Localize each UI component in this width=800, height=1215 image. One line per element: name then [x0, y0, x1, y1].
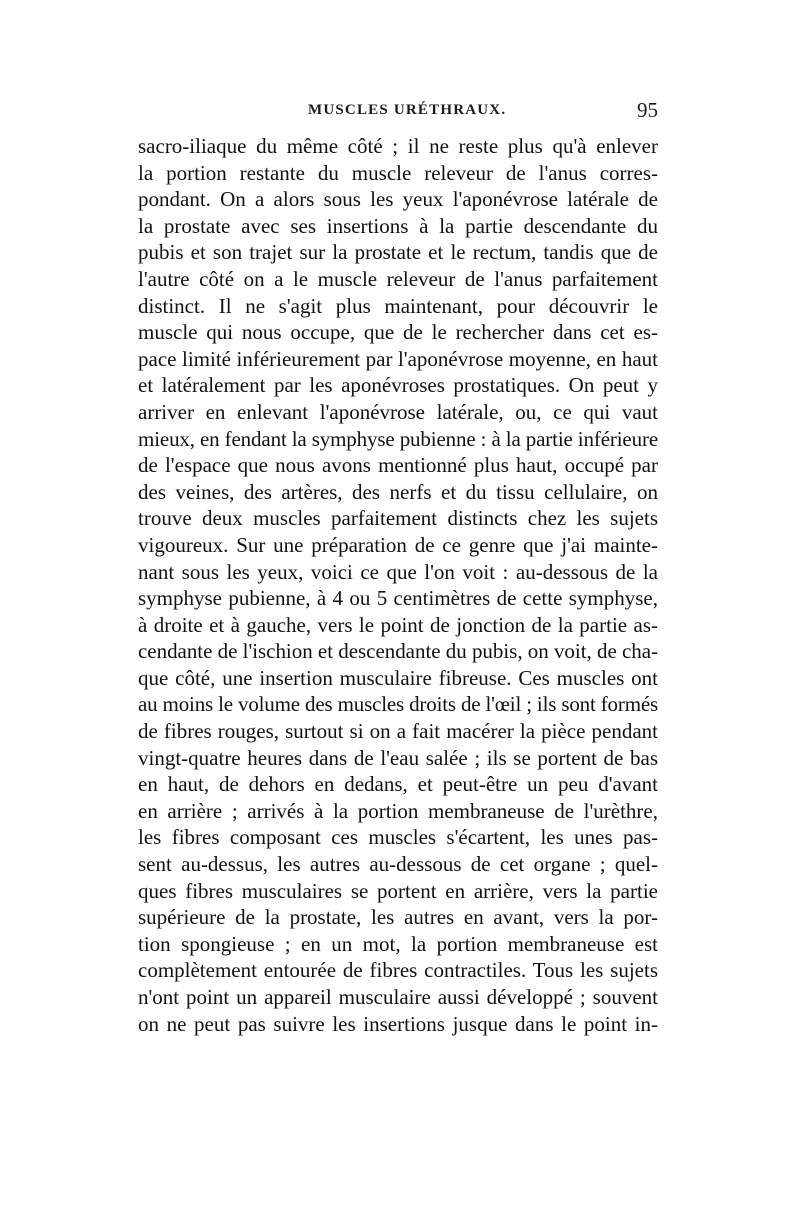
text-line: cendante de l'ischion et descendante du pubis, on voit, de cha- — [138, 639, 658, 664]
text-line: l'autre côté on a le muscle releveur de l'anus parfaitement — [138, 266, 658, 291]
text-line: et latéralement par les aponévroses prostatiques. On peut y — [138, 373, 658, 398]
text-line: de fibres rouges, surtout si on a fait macérer la pièce pendant — [138, 719, 658, 744]
text-line: distinct. Il ne s'agit plus maintenant, pour découvrir le — [138, 293, 658, 318]
text-line: pondant. On a alors sous les yeux l'aponévrose latérale de — [138, 187, 658, 212]
text-line: tion spongieuse ; en un mot, la portion membraneuse est — [138, 931, 658, 956]
text-line: au moins le volume des muscles droits de l'œil ; ils sont formés — [138, 692, 658, 717]
text-line: des veines, des artères, des nerfs et du tissu cellulaire, on — [138, 479, 658, 504]
text-line: vingt-quatre heures dans de l'eau salée ; ils se portent de bas — [138, 745, 658, 770]
text-line: sacro-iliaque du même côté ; il ne reste plus qu'à enlever — [138, 134, 658, 158]
running-title: MUSCLES URÉTHRAUX. — [308, 102, 507, 118]
text-line: nant sous les yeux, voici ce que l'on voit : au-dessous de la — [138, 559, 658, 584]
text-line: vigoureux. Sur une préparation de ce genre que j'ai mainte- — [138, 532, 658, 557]
text-line: pubis et son trajet sur la prostate et le rectum, tandis que de — [138, 240, 658, 265]
text-line: trouve deux muscles parfaitement distincts chez les sujets — [138, 506, 658, 531]
text-line: la prostate avec ses insertions à la partie descendante du — [138, 213, 658, 238]
text-line: on ne peut pas suivre les insertions jusque dans le point in- — [138, 1011, 658, 1036]
text-line: muscle qui nous occupe, que de le rechercher dans cet es- — [138, 320, 658, 345]
text-line: la portion restante du muscle releveur de l'anus corres- — [138, 160, 658, 185]
text-line: n'ont point un appareil musculaire aussi développé ; souvent — [138, 985, 658, 1009]
text-line: ques fibres musculaires se portent en arrière, vers la partie — [138, 878, 658, 903]
page-number: 95 — [637, 98, 658, 122]
text-line: en haut, de dehors en dedans, et peut-être un peu d'avant — [138, 772, 658, 797]
text-line: que côté, une insertion musculaire fibreuse. Ces muscles ont — [138, 665, 658, 690]
text-line: les fibres composant ces muscles s'écartent, les unes pas- — [138, 825, 658, 850]
text-line: de l'espace que nous avons mentionné plus haut, occupé par — [138, 453, 658, 478]
text-line: supérieure de la prostate, les autres en avant, vers la por- — [138, 905, 658, 930]
text-line: à droite et à gauche, vers le point de jonction de la partie as- — [138, 612, 658, 637]
body-text — [138, 133, 658, 1037]
text-line: arriver en enlevant l'aponévrose latérale, ou, ce qui vaut — [138, 399, 658, 424]
text-line: pace limité inférieurement par l'aponévrose moyenne, en haut — [138, 346, 658, 371]
text-line: complètement entourée de fibres contractiles. Tous les sujets — [138, 958, 658, 983]
text-line: en arrière ; arrivés à la portion membraneuse de l'urèthre, — [138, 798, 658, 823]
text-line: symphyse pubienne, à 4 ou 5 centimètres de cette symphyse, — [138, 586, 658, 611]
text-line: sent au-dessus, les autres au-dessous de cet organe ; quel- — [138, 852, 658, 877]
text-line: mieux, en fendant la symphyse pubienne : à la partie inférieure — [138, 426, 658, 451]
running-head — [138, 100, 658, 124]
